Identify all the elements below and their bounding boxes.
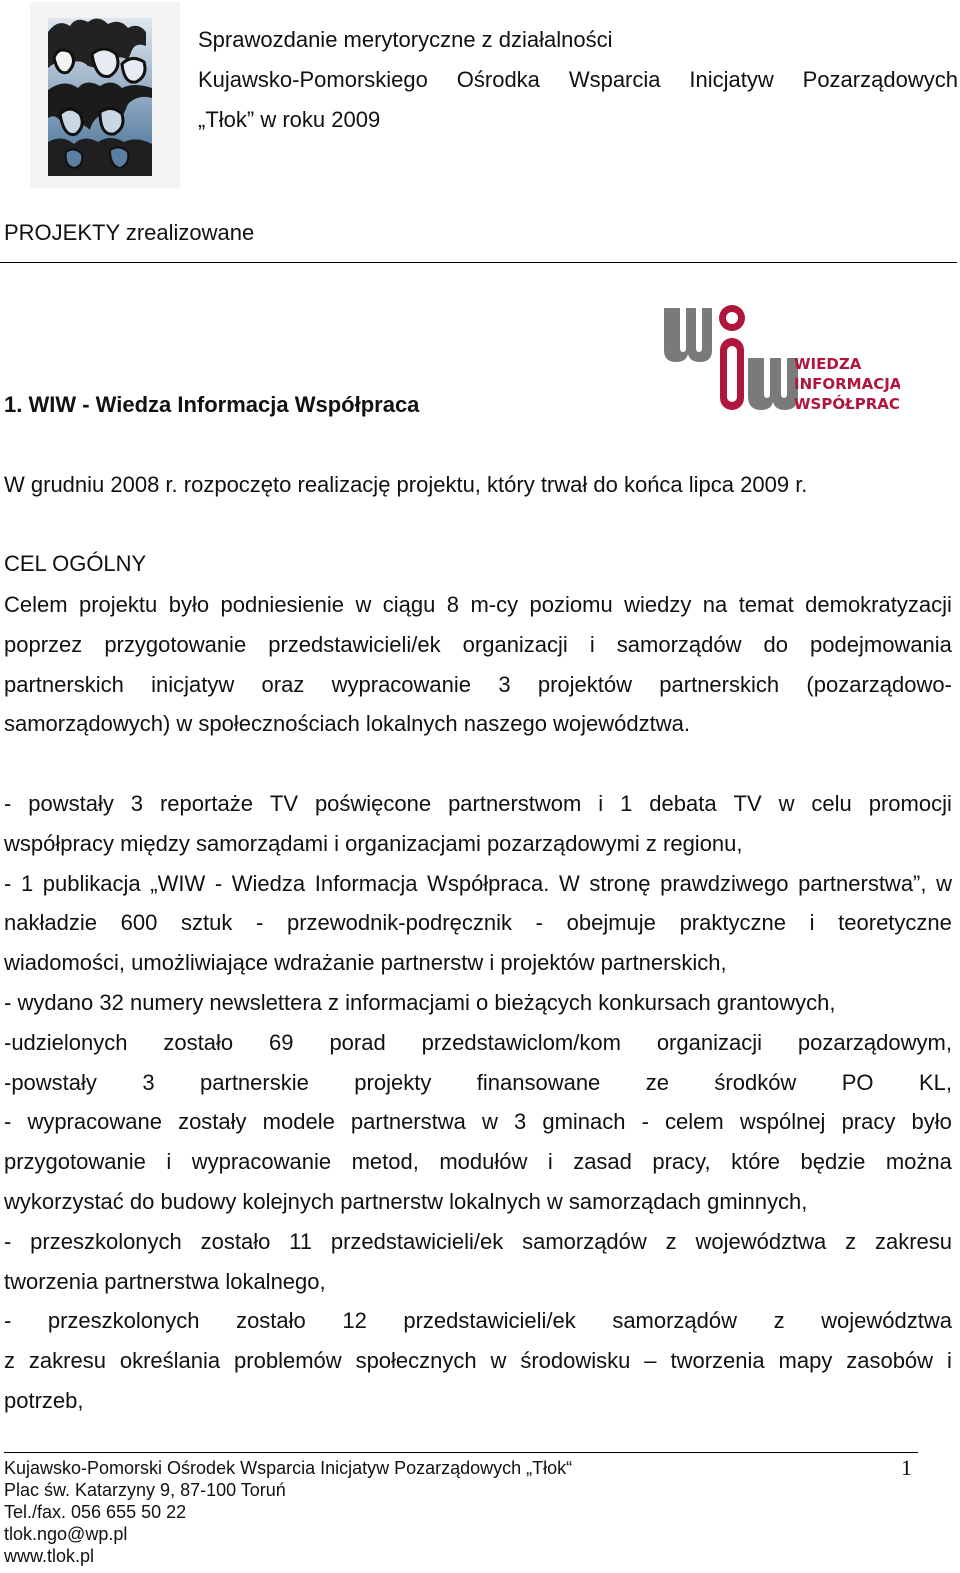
word: na [702, 592, 728, 617]
word: tworzenia [670, 1348, 765, 1374]
word: z [665, 1228, 677, 1254]
footer-website: www.tlok.pl [4, 1546, 95, 1566]
result-line [4, 1102, 952, 1142]
word: zostało [163, 1029, 234, 1055]
word: z [4, 1348, 15, 1374]
word: wspólnej [739, 1109, 826, 1135]
word: zakresu [874, 1228, 952, 1254]
word: w [936, 870, 952, 896]
word: teoretyczne [838, 910, 952, 936]
word: modułów [439, 1149, 528, 1175]
word: celem [665, 1109, 724, 1135]
word: PO [841, 1069, 874, 1095]
wiw-logo-line-3: WSPÓŁPRACA [794, 395, 900, 413]
footer-divider [4, 1452, 918, 1453]
word: było [168, 592, 210, 617]
result-line: wykorzystać do budowy kolejnych partnerstw lokalnych w samorządach gminnych, [4, 1188, 808, 1214]
word: przeszkolonych [30, 1228, 182, 1254]
word: sztuk [180, 910, 233, 936]
word: temat [738, 592, 794, 617]
word: i [547, 1149, 553, 1175]
section-title: PROJEKTY zrealizowane [4, 220, 255, 245]
result-line: tworzenia partnerstwa lokalnego, [4, 1268, 326, 1294]
word: w [355, 592, 372, 617]
tlok-logo-icon [30, 2, 180, 188]
word: partnerskie [200, 1069, 309, 1095]
word: 600 [120, 910, 158, 936]
word: TV [269, 791, 298, 816]
word: W [558, 870, 580, 896]
word: porad [329, 1029, 386, 1055]
word: ze [645, 1069, 669, 1095]
word: wypracowane [27, 1109, 162, 1135]
word: projektów [537, 671, 632, 697]
word: województwa [695, 1228, 827, 1254]
word: - [256, 910, 264, 936]
result-line [4, 903, 952, 943]
word: finansowane [476, 1069, 601, 1095]
result-line [4, 1023, 952, 1063]
goal-line [4, 625, 952, 665]
word: przedstawiclom/kom [421, 1029, 621, 1055]
result-line: - wydano 32 numery newslettera z informacjami o bieżących konkursach grantowych, [4, 989, 836, 1015]
result-line: potrzeb, [4, 1387, 84, 1413]
word: województwa [821, 1308, 952, 1334]
result-line: współpracy między samorządami i organizacjami pozarządowymi z regionu, [4, 830, 743, 856]
word: partnerstwa [350, 1109, 466, 1135]
word: społecznych [355, 1348, 477, 1374]
result-line [4, 1301, 952, 1341]
result-line [4, 1222, 952, 1262]
word: Celem [4, 592, 68, 617]
footer [4, 1457, 572, 1567]
word: -udzielonych [4, 1029, 128, 1055]
word: partnerstwa”, [798, 870, 927, 896]
word: przeszkolonych [47, 1308, 200, 1334]
word: 12 [342, 1308, 367, 1334]
word: w [481, 1109, 498, 1135]
word: 1 [20, 870, 34, 896]
word: organizacji [462, 631, 568, 657]
word: demokratyzacji [805, 592, 952, 617]
page-number: 1 [901, 1455, 912, 1480]
word: i [809, 910, 815, 936]
goal-heading: CEL OGÓLNY [4, 551, 147, 576]
word: - [214, 870, 223, 896]
word: partnerskich [659, 671, 780, 697]
word: i [589, 631, 595, 657]
word: zostało [236, 1308, 306, 1334]
title-word: Pozarządowych [802, 67, 958, 92]
word: obejmuje [566, 910, 656, 936]
word: samorządów [522, 1228, 647, 1254]
report-title-line-1: Sprawozdanie merytoryczne z działalności [198, 27, 613, 52]
word: 3 [498, 671, 511, 697]
report-title [198, 20, 958, 140]
result-line [4, 864, 952, 904]
word: gminach [542, 1109, 626, 1135]
title-word: Inicjatyw [689, 67, 774, 92]
word: TV [733, 791, 762, 816]
result-line [4, 1341, 952, 1381]
word: inicjatyw [151, 671, 235, 697]
word: 11 [289, 1228, 313, 1254]
word: do [763, 631, 789, 657]
result-line [4, 1142, 952, 1182]
word: nakładzie [4, 910, 97, 936]
word: -powstały [4, 1069, 97, 1095]
result-line: wiadomości, umożliwiające wdrażanie partnerstw i projektów partnerskich, [4, 950, 727, 976]
word: poprzez [4, 631, 83, 657]
word: projektu [79, 592, 158, 617]
word: przedstawicieli/ek [330, 1228, 504, 1254]
word: Współpraca. [427, 870, 550, 896]
title-word: Ośrodka [456, 67, 540, 92]
word: podejmowania [810, 631, 952, 657]
word: przygotowanie [104, 631, 247, 657]
word: modele [262, 1109, 335, 1135]
word: promocji [868, 791, 952, 816]
goal-line: samorządowych) w społecznościach lokalnych naszego województwa. [4, 711, 690, 737]
word: wiedzy [624, 592, 692, 617]
word: partnerstwom [448, 791, 582, 816]
word: przedstawicieli/ek [403, 1308, 576, 1334]
title-word: Wsparcia [568, 67, 661, 92]
word: pozarządowym, [797, 1029, 952, 1055]
word: stronę [589, 870, 651, 896]
title-word: Kujawsko-Pomorskiego [198, 67, 428, 92]
word: poziomu [529, 592, 613, 617]
word: środków [714, 1069, 797, 1095]
word: - [4, 1308, 12, 1334]
word: 3 [513, 1109, 527, 1135]
word: podniesienie [220, 592, 345, 617]
word: i [166, 1149, 172, 1175]
word: zasad [573, 1149, 632, 1175]
word: 3 [130, 791, 144, 816]
footer-address: Plac św. Katarzyny 9, 87-100 Toruń [4, 1480, 286, 1500]
result-line [4, 784, 952, 824]
footer-phone: Tel./fax. 056 655 50 22 [4, 1502, 187, 1522]
word: - [535, 910, 543, 936]
word: poświęcone [314, 791, 432, 816]
word: pracy [841, 1109, 896, 1135]
word: w [490, 1348, 507, 1374]
word: - [4, 1228, 12, 1254]
word: Informacja [314, 870, 418, 896]
word: można [885, 1149, 952, 1175]
word: ciągu [382, 592, 436, 617]
word: zostały [178, 1109, 247, 1135]
word: 69 [269, 1029, 294, 1055]
word: będzie [800, 1149, 866, 1175]
word: - [641, 1109, 649, 1135]
word: projekty [354, 1069, 432, 1095]
word: powstały [28, 791, 114, 816]
word: przygotowanie [4, 1149, 146, 1175]
goal-line [4, 665, 952, 705]
word: reportaże [159, 791, 253, 816]
word: – [644, 1348, 657, 1374]
word: 8 [446, 592, 460, 617]
word: zakresu [28, 1348, 106, 1374]
word: przewodnik-podręcznik [286, 910, 512, 936]
word: prawdziwego [660, 870, 789, 896]
wiw-logo-icon [660, 300, 900, 418]
word: i [598, 791, 604, 816]
footer-org-name: Kujawsko-Pomorski Ośrodek Wsparcia Inicjatyw Pozarządowych „Tłok“ [4, 1458, 573, 1478]
results-list [4, 784, 952, 1421]
word: partnerskich [4, 671, 124, 697]
word: 1 [620, 791, 633, 816]
footer-email: tlok.ngo@wp.pl [4, 1524, 128, 1544]
word: metod, [351, 1149, 419, 1175]
word: mapy [778, 1348, 833, 1374]
word: - [4, 1109, 12, 1135]
word: praktyczne [679, 910, 786, 936]
word: z [845, 1228, 857, 1254]
report-title-line-2 [198, 60, 958, 100]
goal-line [4, 585, 952, 625]
word: debata [649, 791, 717, 816]
project-heading: 1. WIW - Wiedza Informacja Współpraca [4, 392, 420, 417]
word: - [4, 791, 12, 816]
report-title-line-3: „Tłok” w roku 2009 [198, 107, 381, 132]
section-divider [0, 262, 957, 263]
word: (pozarządowo- [806, 671, 952, 697]
word: 3 [142, 1069, 155, 1095]
word: z [773, 1308, 785, 1334]
wiw-logo-line-2: INFORMACJA [794, 375, 900, 393]
word: organizacji [656, 1029, 762, 1055]
word: w [778, 791, 795, 816]
wiw-logo [660, 300, 900, 418]
word: wypracowanie [191, 1149, 332, 1175]
word: „WIW [150, 870, 206, 896]
project-intro: W grudniu 2008 r. rozpoczęto realizację projektu, który trwał do końca lipca 2009 r. [4, 472, 808, 497]
result-line [4, 1063, 952, 1103]
word: które [731, 1149, 781, 1175]
word: i [946, 1348, 952, 1374]
word: było [911, 1109, 952, 1135]
tlok-logo [30, 2, 180, 188]
word: pracy, [652, 1149, 711, 1175]
word: problemów [234, 1348, 342, 1374]
word: zostało [200, 1228, 271, 1254]
word: określania [119, 1348, 221, 1374]
word: samorządów [616, 631, 742, 657]
word: Wiedza [231, 870, 306, 896]
word: wypracowanie [331, 671, 472, 697]
word: publikacja [42, 870, 141, 896]
word: przedstawicieli/ek [268, 631, 441, 657]
word: celu [811, 791, 852, 816]
word: samorządów [612, 1308, 738, 1334]
goal-paragraph [4, 585, 952, 744]
word: KL, [918, 1069, 952, 1095]
wiw-logo-line-1: WIEDZA [794, 355, 862, 373]
word: zasobów [846, 1348, 934, 1374]
word: - [4, 870, 12, 896]
word: m-cy [470, 592, 519, 617]
word: środowisku [520, 1348, 631, 1374]
word: oraz [261, 671, 305, 697]
